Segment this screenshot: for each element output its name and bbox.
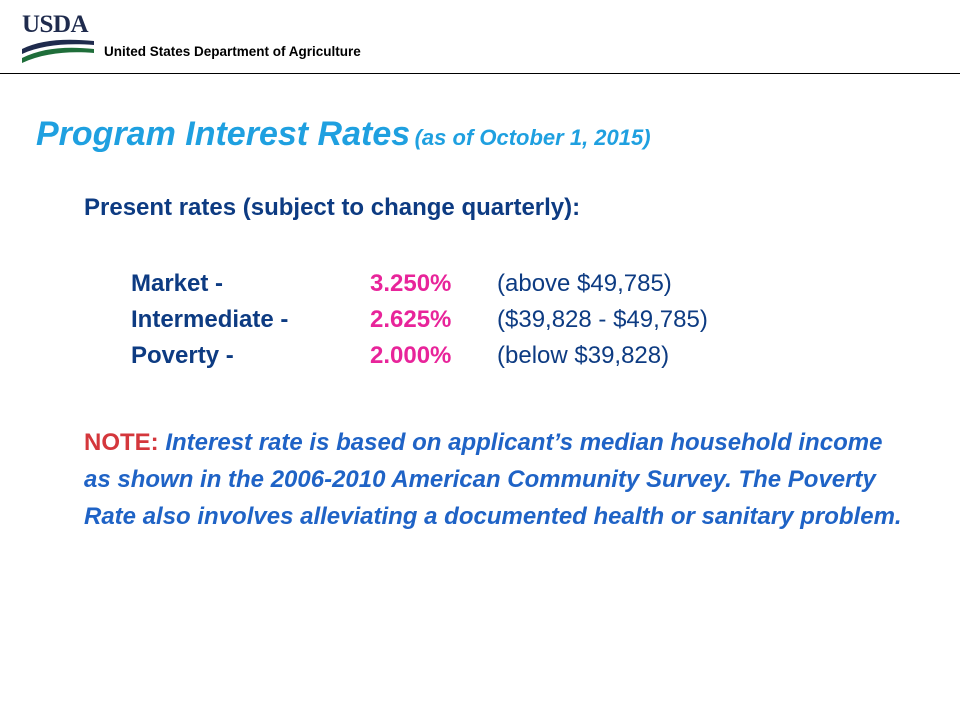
slide-title-date: (as of October 1, 2015) xyxy=(414,125,651,150)
rate-label: Intermediate - xyxy=(131,306,289,333)
rate-value: 3.250% xyxy=(370,270,452,297)
usda-logo xyxy=(22,12,94,64)
rate-label: Market - xyxy=(131,270,224,297)
rate-income-range: (below $39,828) xyxy=(497,342,670,369)
rate-income-range: (above $49,785) xyxy=(497,270,672,297)
note-text: Interest rate is based on applicant’s median household income as shown in the 2006-2010 American Community Survey. The Poverty Rate also involves alleviating a documented health or sanitary problem. xyxy=(84,429,902,530)
rate-income-range: ($39,828 - $49,785) xyxy=(497,306,708,333)
rates-intro: Present rates (subject to change quarterly): xyxy=(84,194,581,221)
rate-value: 2.625% xyxy=(370,306,452,333)
note-paragraph xyxy=(84,424,904,535)
rate-label: Poverty - xyxy=(131,342,234,369)
header-divider xyxy=(0,73,960,74)
agency-name: United States Department of Agriculture xyxy=(104,44,361,59)
usda-logo-text: USDA xyxy=(22,11,89,38)
note-label: NOTE: xyxy=(84,429,159,456)
slide-title xyxy=(36,112,651,163)
rate-value: 2.000% xyxy=(370,342,452,369)
slide-title-main: Program Interest Rates xyxy=(36,115,411,153)
usda-swoosh-icon xyxy=(22,37,94,64)
slide-header xyxy=(0,0,960,74)
